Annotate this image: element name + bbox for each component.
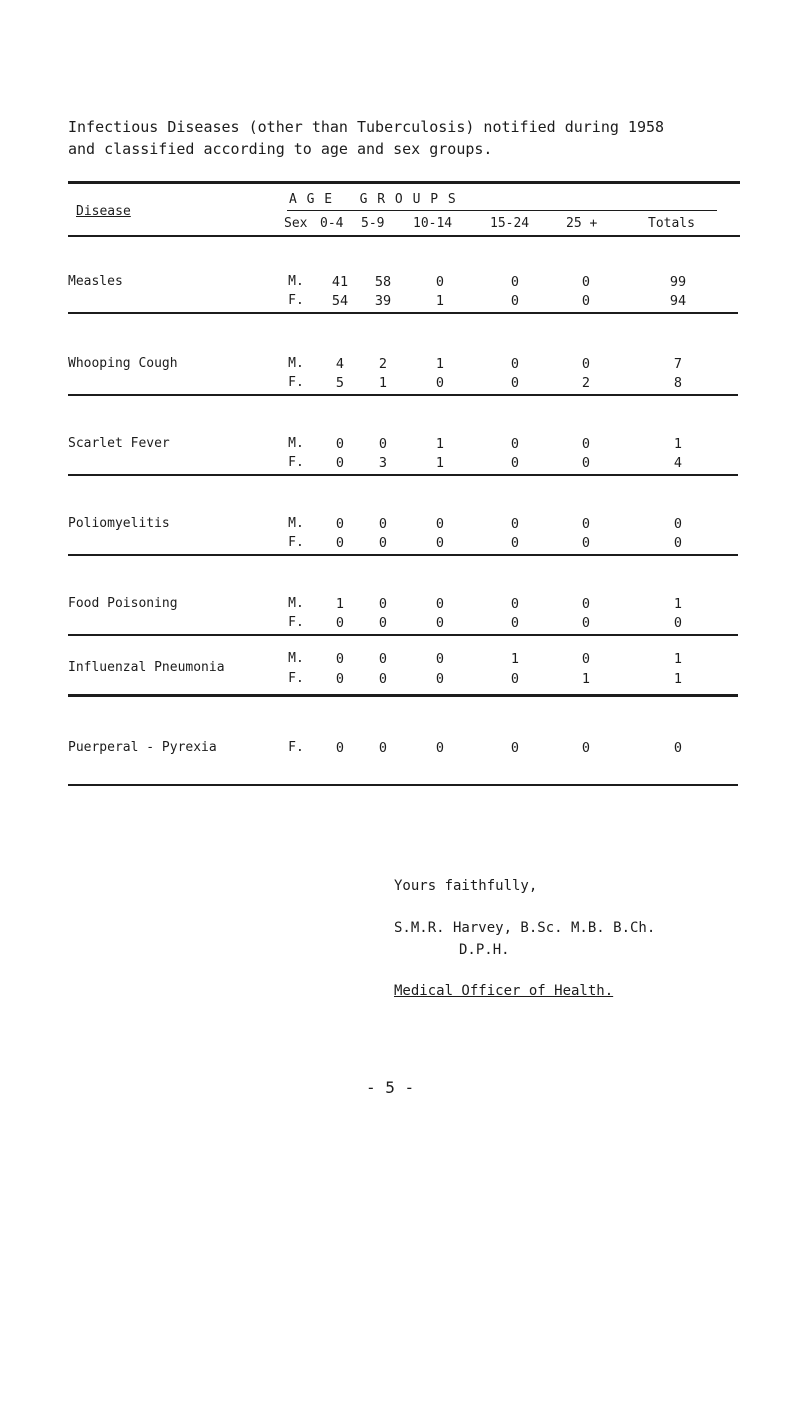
table-cell: 0 [581, 455, 591, 471]
table-cell: 0 [581, 274, 591, 290]
table-cell: 1 [435, 436, 445, 452]
table-cell: 0 [335, 535, 345, 551]
table-cell: 0 [335, 740, 345, 756]
table-cell: 0 [435, 535, 445, 551]
age-groups-underline [287, 210, 717, 211]
row-divider [68, 474, 738, 476]
table-cell: 0 [581, 535, 591, 551]
age-groups-header: A G E G R O U P S [289, 192, 457, 207]
row-divider [68, 554, 738, 556]
table-bottom-rule [68, 784, 738, 786]
row-divider [68, 394, 738, 396]
table-cell: 0 [673, 516, 683, 532]
disease-name-whooping-cough: Whooping Cough [68, 356, 178, 371]
table-cell: 0 [510, 436, 520, 452]
signatory-role: Medical Officer of Health. [394, 983, 614, 999]
table-cell: 0 [510, 516, 520, 532]
table-cell: 99 [669, 274, 687, 290]
disease-name-poliomyelitis: Poliomyelitis [68, 516, 170, 531]
disease-name-scarlet-fever: Scarlet Fever [68, 436, 170, 451]
table-cell: 0 [581, 293, 591, 309]
table-cell: 0 [510, 615, 520, 631]
table-cell: 0 [378, 596, 388, 612]
table-top-rule [68, 181, 740, 184]
table-cell: 39 [374, 293, 392, 309]
table-cell: 0 [378, 516, 388, 532]
column-header-15-24: 15-24 [490, 216, 530, 231]
table-cell: 1 [335, 596, 345, 612]
column-header-0-4: 0-4 [320, 216, 344, 231]
table-cell: 0 [435, 671, 445, 687]
row-divider [68, 694, 738, 697]
table-cell: 0 [335, 516, 345, 532]
table-cell: 7 [673, 356, 683, 372]
table-cell: 2 [378, 356, 388, 372]
table-cell: 0 [510, 356, 520, 372]
table-cell: 5 [335, 375, 345, 391]
signatory-qualification: D.P.H. [459, 942, 510, 958]
disease-name-measles: Measles [68, 274, 123, 289]
table-cell: 1 [378, 375, 388, 391]
table-cell: 1 [510, 651, 520, 667]
table-cell: 0 [581, 740, 591, 756]
table-cell: 0 [673, 740, 683, 756]
table-cell: 1 [673, 671, 683, 687]
table-cell: 0 [335, 436, 345, 452]
document-title-line-2: and classified according to age and sex groups. [68, 140, 493, 158]
table-cell: 0 [435, 615, 445, 631]
table-cell: 0 [435, 516, 445, 532]
table-cell: 0 [335, 615, 345, 631]
table-cell: 0 [435, 651, 445, 667]
table-cell: 0 [510, 375, 520, 391]
document-title-line-1: Infectious Diseases (other than Tuberculosis) notified during 1958 [68, 118, 665, 136]
table-cell: 0 [510, 455, 520, 471]
row-divider [68, 312, 738, 314]
table-cell: 0 [378, 740, 388, 756]
table-cell: 0 [435, 596, 445, 612]
table-cell: 0 [435, 274, 445, 290]
sex-label: F. [288, 535, 304, 550]
sex-label: M. [288, 516, 304, 531]
sex-label: F. [288, 740, 304, 755]
sex-label: M. [288, 596, 304, 611]
disease-name-puerperal-pyrexia: Puerperal - Pyrexia [68, 740, 217, 755]
sex-label: M. [288, 274, 304, 289]
table-cell: 0 [435, 740, 445, 756]
table-cell: 0 [378, 436, 388, 452]
table-cell: 0 [378, 651, 388, 667]
page-number: - 5 - [366, 1078, 415, 1097]
table-cell: 1 [673, 596, 683, 612]
sex-label: M. [288, 651, 304, 666]
sex-label: M. [288, 436, 304, 451]
table-cell: 58 [374, 274, 392, 290]
table-cell: 1 [673, 651, 683, 667]
table-cell: 8 [673, 375, 683, 391]
table-cell: 0 [335, 651, 345, 667]
table-cell: 0 [435, 375, 445, 391]
table-cell: 1 [673, 436, 683, 452]
table-cell: 41 [331, 274, 349, 290]
table-cell: 0 [581, 651, 591, 667]
table-cell: 0 [510, 293, 520, 309]
table-cell: 0 [581, 615, 591, 631]
table-cell: 1 [435, 455, 445, 471]
table-cell: 54 [331, 293, 349, 309]
sex-label: F. [288, 375, 304, 390]
table-cell: 0 [378, 671, 388, 687]
disease-name-influenzal-pneumonia: Influenzal Pneumonia [68, 660, 225, 675]
table-cell: 0 [510, 671, 520, 687]
signatory-name: S.M.R. Harvey, B.Sc. M.B. B.Ch. [394, 920, 656, 936]
table-cell: 0 [510, 274, 520, 290]
table-cell: 1 [435, 293, 445, 309]
sex-label: F. [288, 615, 304, 630]
table-cell: 1 [435, 356, 445, 372]
table-cell: 3 [378, 455, 388, 471]
table-cell: 0 [510, 535, 520, 551]
row-divider [68, 634, 738, 636]
table-cell: 2 [581, 375, 591, 391]
column-header-sex: Sex [284, 216, 308, 231]
table-cell: 0 [581, 436, 591, 452]
table-cell: 4 [673, 455, 683, 471]
sex-label: F. [288, 671, 304, 686]
table-cell: 0 [581, 596, 591, 612]
table-cell: 0 [581, 356, 591, 372]
table-cell: 0 [581, 516, 591, 532]
disease-name-food-poisoning: Food Poisoning [68, 596, 178, 611]
table-cell: 0 [673, 615, 683, 631]
column-header-5-9: 5-9 [361, 216, 385, 231]
table-cell: 0 [378, 535, 388, 551]
table-cell: 0 [378, 615, 388, 631]
header-bottom-rule [68, 235, 740, 237]
sex-label: F. [288, 293, 304, 308]
sex-label: F. [288, 455, 304, 470]
table-cell: 0 [673, 535, 683, 551]
column-header-totals: Totals [648, 216, 695, 231]
column-header-25-plus: 25 + [566, 216, 598, 231]
column-header-10-14: 10-14 [413, 216, 453, 231]
disease-column-header: Disease [76, 204, 131, 219]
table-cell: 1 [581, 671, 591, 687]
table-cell: 94 [669, 293, 687, 309]
table-cell: 0 [510, 740, 520, 756]
table-cell: 4 [335, 356, 345, 372]
table-cell: 0 [335, 671, 345, 687]
table-cell: 0 [335, 455, 345, 471]
closing-line: Yours faithfully, [394, 878, 538, 894]
sex-label: M. [288, 356, 304, 371]
table-cell: 0 [510, 596, 520, 612]
